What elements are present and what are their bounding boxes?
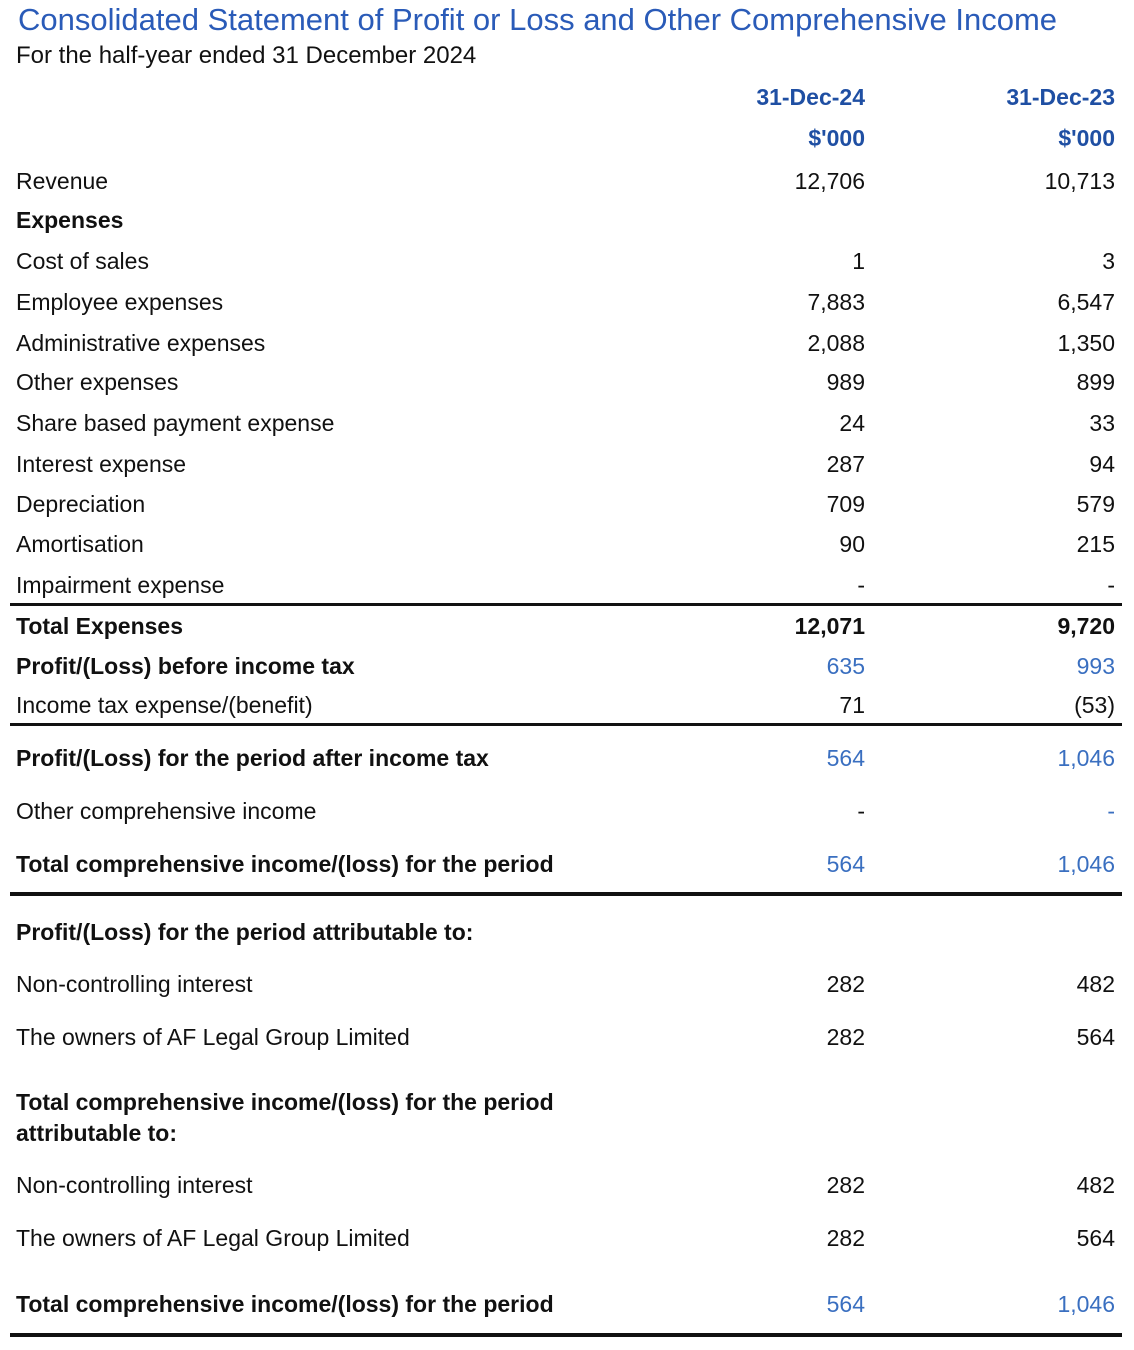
column-header-period-prior: 31-Dec-23: [1006, 84, 1115, 110]
value-current: 564: [826, 1291, 865, 1317]
value-prior: 3: [1102, 248, 1115, 274]
row-label: Total comprehensive income/(loss) for the period: [16, 1291, 554, 1317]
row-label: Non-controlling interest: [16, 971, 253, 997]
value-prior: 33: [1089, 410, 1115, 436]
value-prior: -: [1107, 798, 1115, 824]
value-current: 564: [826, 745, 865, 771]
value-prior: 579: [1076, 491, 1115, 517]
value-current: 2,088: [807, 330, 865, 356]
row-total-comprehensive-income: [0, 847, 1134, 881]
row-label: Income tax expense/(benefit): [16, 692, 313, 718]
row-employee-expenses: [0, 285, 1134, 319]
value-current: -: [857, 798, 865, 824]
row-label: Revenue: [16, 168, 109, 194]
divider-total-comprehensive-income: [10, 892, 1122, 896]
row-pa-non-controlling-interest: [0, 967, 1134, 1001]
row-label: Interest expense: [16, 451, 187, 477]
value-prior: 10,713: [1044, 168, 1115, 194]
row-label: Amortisation: [16, 531, 144, 557]
statement-title: Consolidated Statement of Profit or Loss and Other Comprehensive Income: [18, 2, 1058, 37]
section-heading: Total comprehensive income/(loss) for the period: [16, 1089, 554, 1115]
row-other-comprehensive-income: [0, 794, 1134, 828]
value-prior: 1,046: [1057, 745, 1115, 771]
value-current: 282: [826, 1024, 865, 1050]
row-impairment-expense: [0, 568, 1134, 602]
row-label: Cost of sales: [16, 248, 149, 274]
divider-total-expenses: [10, 603, 1122, 606]
row-other-expenses: [0, 365, 1134, 399]
row-label: Employee expenses: [16, 289, 224, 315]
row-label: Total comprehensive income/(loss) for the period: [16, 851, 554, 877]
row-share-based-payment: [0, 406, 1134, 440]
value-current: 709: [826, 491, 865, 517]
statement-subtitle: For the half-year ended 31 December 2024: [16, 42, 477, 69]
value-prior: (53): [1074, 692, 1115, 718]
section-heading: attributable to:: [16, 1120, 177, 1146]
value-current: 282: [826, 1172, 865, 1198]
row-depreciation: [0, 487, 1134, 521]
value-prior: 94: [1089, 451, 1115, 477]
value-current: 282: [826, 971, 865, 997]
value-prior: 482: [1076, 971, 1115, 997]
value-prior: 564: [1076, 1024, 1115, 1050]
value-current: 635: [826, 653, 865, 679]
row-tci-attributable-heading-line1: [0, 1085, 1134, 1119]
value-current: 989: [826, 369, 865, 395]
value-current: 1: [852, 248, 865, 274]
row-amortisation: [0, 527, 1134, 561]
row-tci-attributable-heading-line2: [0, 1116, 1134, 1150]
row-label: Share based payment expense: [16, 410, 335, 436]
row-label: Profit/(Loss) for the period after income tax: [16, 745, 489, 771]
value-current: 12,071: [794, 613, 865, 639]
column-header-unit-prior: $'000: [1058, 125, 1115, 151]
row-tci-total: [0, 1287, 1134, 1321]
row-interest-expense: [0, 447, 1134, 481]
row-label: Non-controlling interest: [16, 1172, 253, 1198]
value-prior: 1,046: [1057, 851, 1115, 877]
section-heading: Profit/(Loss) for the period attributable to:: [16, 919, 474, 945]
divider-final-total: [10, 1333, 1122, 1337]
column-header-unit-current: $'000: [808, 125, 865, 151]
row-label: Impairment expense: [16, 572, 225, 598]
row-profit-before-tax: [0, 649, 1134, 683]
value-prior: 1,350: [1057, 330, 1115, 356]
row-total-expenses: [0, 609, 1134, 643]
row-profit-attributable-heading: [0, 915, 1134, 949]
divider-profit-after-tax: [10, 723, 1122, 726]
value-prior: 993: [1076, 653, 1115, 679]
section-heading: Expenses: [16, 207, 124, 233]
value-current: 71: [839, 692, 865, 718]
value-current: 12,706: [794, 168, 865, 194]
row-pa-owners: [0, 1020, 1134, 1054]
value-current: -: [857, 572, 865, 598]
row-profit-after-tax: [0, 741, 1134, 775]
value-prior: 6,547: [1057, 289, 1115, 315]
value-current: 564: [826, 851, 865, 877]
column-header-period-current: 31-Dec-24: [756, 84, 865, 110]
value-current: 90: [839, 531, 865, 557]
row-income-tax: [0, 688, 1134, 722]
value-current: 7,883: [807, 289, 865, 315]
value-current: 287: [826, 451, 865, 477]
value-current: 282: [826, 1225, 865, 1251]
row-label: Profit/(Loss) before income tax: [16, 653, 355, 679]
row-tci-owners: [0, 1221, 1134, 1255]
value-prior: 9,720: [1057, 613, 1115, 639]
value-prior: 564: [1076, 1225, 1115, 1251]
value-prior: -: [1107, 572, 1115, 598]
row-label: Depreciation: [16, 491, 146, 517]
row-administrative-expenses: [0, 326, 1134, 360]
row-label: Other comprehensive income: [16, 798, 317, 824]
value-prior: 482: [1076, 1172, 1115, 1198]
row-tci-non-controlling-interest: [0, 1168, 1134, 1202]
row-expenses-heading: [0, 203, 1134, 237]
row-label: Other expenses: [16, 369, 179, 395]
row-label: The owners of AF Legal Group Limited: [16, 1225, 410, 1251]
value-prior: 899: [1076, 369, 1115, 395]
value-prior: 215: [1076, 531, 1115, 557]
row-cost-of-sales: [0, 244, 1134, 278]
row-label: The owners of AF Legal Group Limited: [16, 1024, 410, 1050]
row-label: Administrative expenses: [16, 330, 266, 356]
row-label: Total Expenses: [16, 613, 184, 639]
row-revenue: [0, 164, 1134, 198]
value-current: 24: [839, 410, 865, 436]
value-prior: 1,046: [1057, 1291, 1115, 1317]
